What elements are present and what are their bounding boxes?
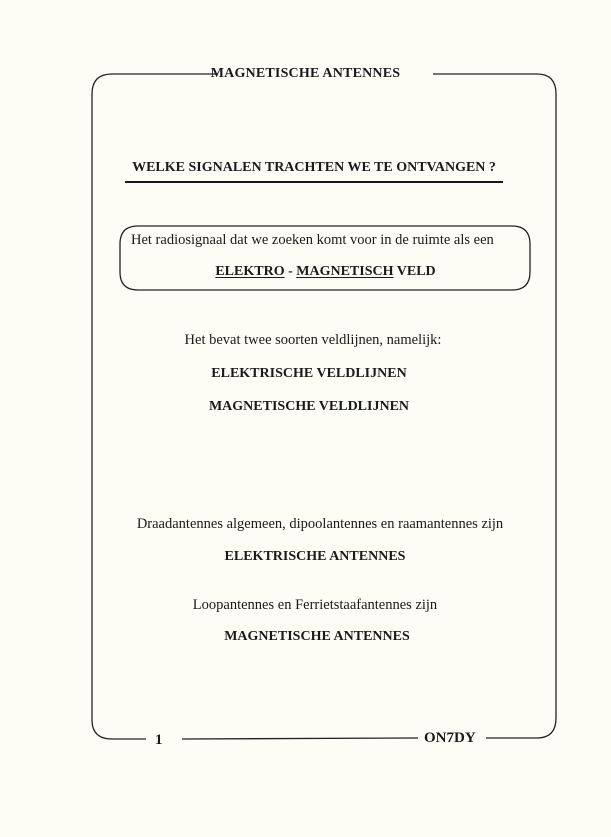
page-number: 1 — [155, 732, 163, 748]
term-separator: - — [284, 264, 297, 279]
term-veld: VELD — [393, 264, 436, 279]
term-magnetisch: MAGNETISCH — [296, 264, 394, 279]
definition-text: Het radiosignaal dat we zoeken komt voor in de ruimte als een — [131, 232, 494, 248]
question-underline — [125, 181, 503, 183]
field-lines-intro: Het bevat twee soorten veldlijnen, namelijk: — [184, 332, 442, 348]
definition-term — [0, 264, 611, 280]
field-line-electric: ELEKTRISCHE VELDLIJNEN — [211, 366, 407, 381]
footer-callsign: ON7DY — [424, 730, 476, 746]
electric-antennas-text: Draadantennes algemeen, dipoolantennes en raamantennes zijn — [136, 516, 504, 532]
section-question: WELKE SIGNALEN TRACHTEN WE TE ONTVANGEN ? — [132, 160, 496, 175]
header-title: MAGNETISCHE ANTENNES — [210, 66, 401, 81]
magnetic-antennas-label: MAGNETISCHE ANTENNES — [224, 629, 410, 644]
electric-antennas-label: ELEKTRISCHE ANTENNES — [224, 549, 406, 564]
magnetic-antennas-text: Loopantennes en Ferrietstaafantennes zijn — [192, 597, 438, 613]
term-elektro: ELEKTRO — [215, 264, 285, 279]
field-line-magnetic: MAGNETISCHE VELDLIJNEN — [208, 399, 410, 414]
